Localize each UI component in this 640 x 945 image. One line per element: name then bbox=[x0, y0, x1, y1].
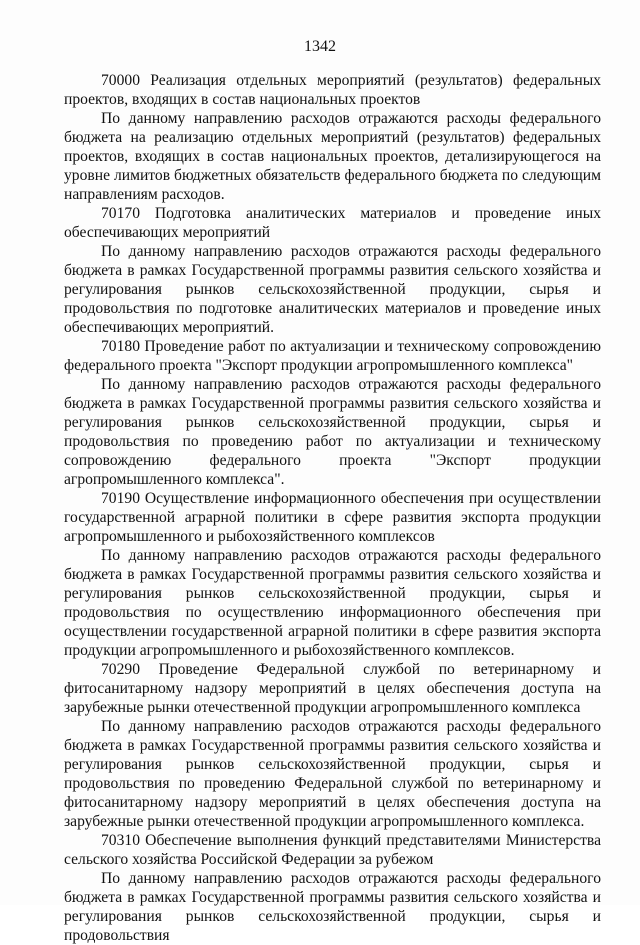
paragraph: По данному направлению расходов отражаются расходы федерального бюджета на реализацию отдельных мероприятий (результатов) федеральных проектов, входящих в состав национальных проектов, детализирующегося на уровне лимитов бюджетных обязательств федерального бюджета по следующим направлениям расходов. bbox=[64, 110, 601, 203]
paragraph: 70170 Подготовка аналитических материалов и проведение иных обеспечивающих мероприятий bbox=[64, 205, 601, 241]
paragraph: 70310 Обеспечение выполнения функций представителями Министерства сельского хозяйства Российской Федерации за рубежом bbox=[64, 832, 601, 868]
paragraph: По данному направлению расходов отражаются расходы федерального бюджета в рамках Государственной программы развития сельского хозяйства и регулирования рынков сельскохозяйственной продукции, сырья и продовольствия по подготовке аналитических материалов и проведение иных обеспечивающих мероприятий. bbox=[64, 243, 601, 336]
paragraph: 70290 Проведение Федеральной службой по ветеринарному и фитосанитарному надзору мероприятий в целях обеспечения доступа на зарубежные рынки отечественной продукции агропромышленного комплекса bbox=[64, 661, 601, 716]
paragraph: По данному направлению расходов отражаются расходы федерального бюджета в рамках Государственной программы развития сельского хозяйства и регулирования рынков сельскохозяйственной продукции, сырья и продовольствия по осуществлению информационного обеспечения при осуществлении государственной аграрной политики в сфере развития экспорта продукции агропромышленного и рыбохозяйственного комплексов. bbox=[64, 547, 601, 659]
document-body bbox=[64, 71, 601, 945]
paragraph: 70180 Проведение работ по актуализации и техническому сопровождению федерального проекта "Экспорт продукции агропромышленного комплекса" bbox=[64, 338, 601, 374]
paragraph: По данному направлению расходов отражаются расходы федерального бюджета в рамках Государственной программы развития сельского хозяйства и регулирования рынков сельскохозяйственной продукции, сырья и продовольствия bbox=[64, 870, 601, 944]
paragraph: 70000 Реализация отдельных мероприятий (результатов) федеральных проектов, входящих в состав национальных проектов bbox=[64, 72, 601, 108]
page-number: 1342 bbox=[304, 38, 336, 55]
paragraph: По данному направлению расходов отражаются расходы федерального бюджета в рамках Государственной программы развития сельского хозяйства и регулирования рынков сельскохозяйственной продукции, сырья и продовольствия по проведению Федеральной службой по ветеринарному и фитосанитарному надзору мероприятий в целях обеспечения доступа на зарубежные рынки отечественной продукции агропромышленного комплекса. bbox=[64, 718, 601, 830]
paragraph: По данному направлению расходов отражаются расходы федерального бюджета в рамках Государственной программы развития сельского хозяйства и регулирования рынков сельскохозяйственной продукции, сырья и продовольствия по проведению работ по актуализации и техническому сопровождению федерального проекта "Экспорт продукции агропромышленного комплекса". bbox=[64, 376, 601, 488]
paragraph: 70190 Осуществление информационного обеспечения при осуществлении государственной аграрной политики в сфере развития экспорта продукции агропромышленного и рыбохозяйственного комплексов bbox=[64, 490, 601, 545]
